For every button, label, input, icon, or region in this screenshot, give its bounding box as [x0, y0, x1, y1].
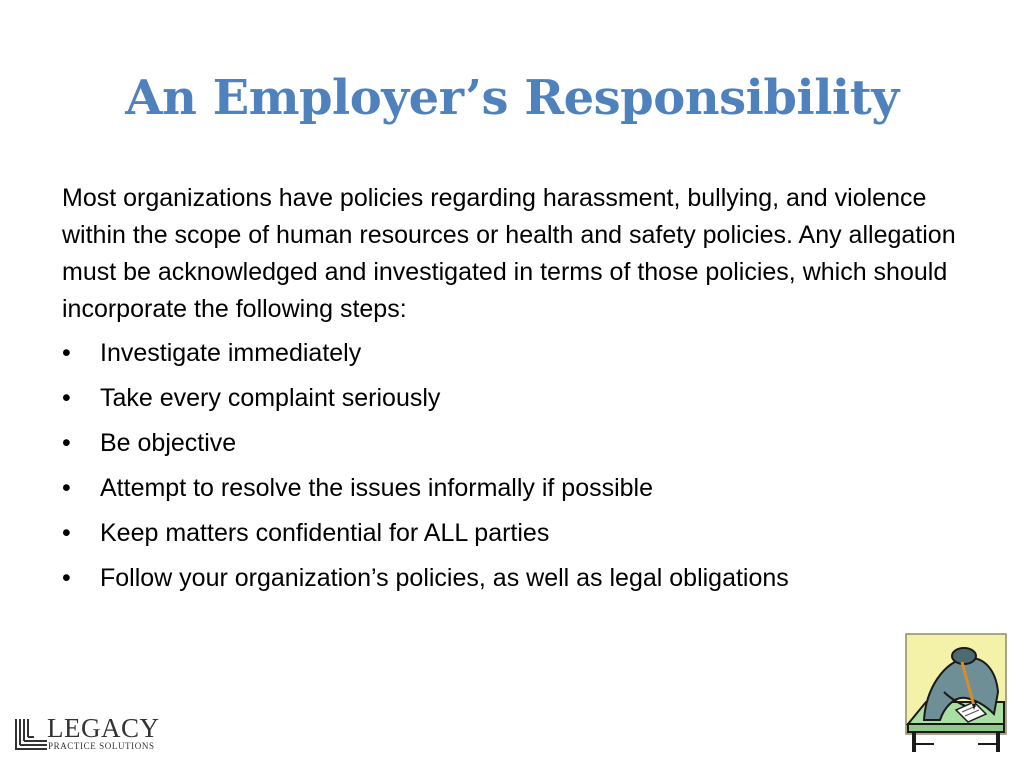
bullet-icon: •	[62, 384, 71, 412]
list-item	[62, 515, 962, 560]
bullet-list	[62, 335, 962, 605]
list-item	[62, 470, 962, 515]
bullet-icon: •	[62, 429, 71, 457]
bullet-text: Take every complaint seriously	[100, 384, 441, 412]
intro-paragraph: Most organizations have policies regarding harassment, bullying, and violence within the scope of human resources or health and safety policies. Any allegation must be acknowledged and investigated in terms of those policies, which should incorporate the following steps:	[62, 184, 956, 323]
bullet-icon: •	[62, 339, 71, 367]
person-writing-at-desk-clipart	[904, 632, 1008, 754]
list-item	[62, 560, 962, 605]
bullet-text: Be objective	[100, 429, 237, 457]
legacy-logo	[14, 715, 174, 755]
logo-subtitle: PRACTICE SOLUTIONS	[48, 741, 155, 751]
slide-body	[62, 180, 962, 605]
legacy-logo-icon	[14, 717, 48, 751]
bullet-text: Follow your organization’s policies, as well as legal obligations	[100, 564, 789, 592]
slide-title: An Employer’s Responsibility	[125, 70, 899, 126]
bullet-text: Keep matters confidential for ALL parties	[100, 519, 550, 547]
list-item	[62, 380, 962, 425]
list-item	[62, 425, 962, 470]
logo-name: LEGACY	[47, 713, 160, 743]
bullet-icon: •	[62, 519, 71, 547]
bullet-text: Attempt to resolve the issues informally if possible	[100, 474, 654, 502]
bullet-icon: •	[62, 564, 71, 592]
bullet-icon: •	[62, 474, 71, 502]
list-item	[62, 335, 962, 380]
bullet-text: Investigate immediately	[100, 339, 362, 367]
